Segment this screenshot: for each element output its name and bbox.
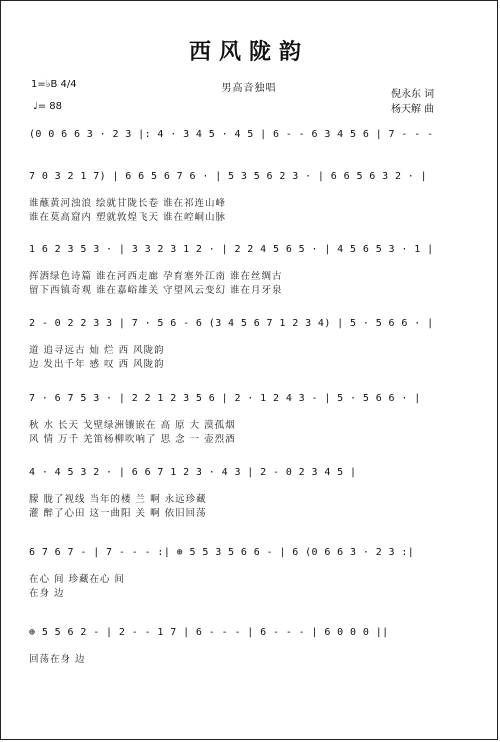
- notation-line: 6 7 6 7 - | 7 - - - :| ⊕ 5 5 3 5 6 6 - | 6 (0 6 6 3 · 2 3 :|: [29, 547, 415, 558]
- tempo-marking: ♩= 88: [33, 101, 62, 112]
- lyrics-verse-1: 秋 水 长天 戈壁绿洲镶嵌在 高 原 大 漠孤烟: [29, 420, 236, 431]
- song-title: 西风陇韵: [188, 39, 309, 65]
- notation-line: 1 6 2 3 5 3 · | 3 3 2 3 1 2 · | 2 2 4 5 6 5 · | 4 5 6 5 3 · 1 |: [29, 244, 434, 255]
- lyrics-verse-2: 在身 边: [29, 588, 65, 599]
- lyrics-verse-1: 道 追寻远古 灿 烂 西 风陇韵: [29, 345, 165, 356]
- song-subtitle: 男高音独唱: [221, 83, 277, 94]
- notation-line: 2 - 0 2 2 3 3 | 7 · 5 6 - 6 (3 4 5 6 7 1 2 3 4) | 5 · 5 6 6 · |: [29, 318, 434, 329]
- lyrics-verse-2: 灌 醉了心田 这一曲阳 关 啊 依旧回荡: [29, 508, 207, 519]
- lyrics-verse-1: 回荡在身 边: [29, 654, 86, 665]
- lyrics-verse-1: 谁蘸黄河浊浪 绘就甘陇长卷 谁在祁连山峰: [29, 198, 227, 209]
- lyrics-verse-2: 边 发出千年 感 叹 西 风陇韵: [29, 359, 165, 370]
- lyrics-verse-2: 谁在莫高窟内 塑就敦煌飞天 谁在崆峒山脉: [29, 212, 227, 223]
- lyrics-verse-2: 风 情 万千 羌笛杨柳吹响了 思 念 一 壶烈酒: [29, 434, 236, 445]
- lyrics-verse-1: 挥洒绿色诗篇 谁在河西走廊 孕育塞外江南 谁在丝绸古: [29, 271, 283, 282]
- lyrics-verse-1: 朦 胧了视线 当年的楼 兰 啊 永远珍藏: [29, 494, 207, 505]
- lyricist-credit: 倪永东 词: [391, 89, 435, 100]
- notation-line: 4 · 4 5 3 2 · | 6 6 7 1 2 3 · 4 3 | 2 - 0 2 3 4 5 |: [29, 467, 357, 478]
- key-signature: 1=♭B 4/4: [31, 79, 77, 90]
- notation-line: (0 0 6 6 3 · 2 3 |: 4 · 3 4 5 · 4 5 | 6 - - 6 3 4 5 6 | 7 - - -: [29, 129, 434, 140]
- notation-line: 7 · 6 7 5 3 · | 2 2 1 2 3 5 6 | 2 · 1 2 4 3 - | 5 · 5 6 6 · |: [29, 393, 421, 404]
- composer-credit: 杨天解 曲: [391, 104, 435, 115]
- lyrics-verse-2: 留下西镇奇观 谁在嘉峪雄关 守望风云变幻 谁在月牙泉: [29, 285, 283, 296]
- notation-line: 7 0 3 2 1 7) | 6 6 5 6 7 6 · | 5 3 5 6 2 3 · | 6 6 5 6 3 2 · |: [29, 171, 428, 182]
- lyrics-verse-1: 在心 间 珍藏在心 间: [29, 574, 126, 585]
- notation-line: ⊕ 5 5 6 2 - | 2 - - 1 7 | 6 - - - | 6 - - - | 6 0 0 0 ||: [29, 627, 389, 638]
